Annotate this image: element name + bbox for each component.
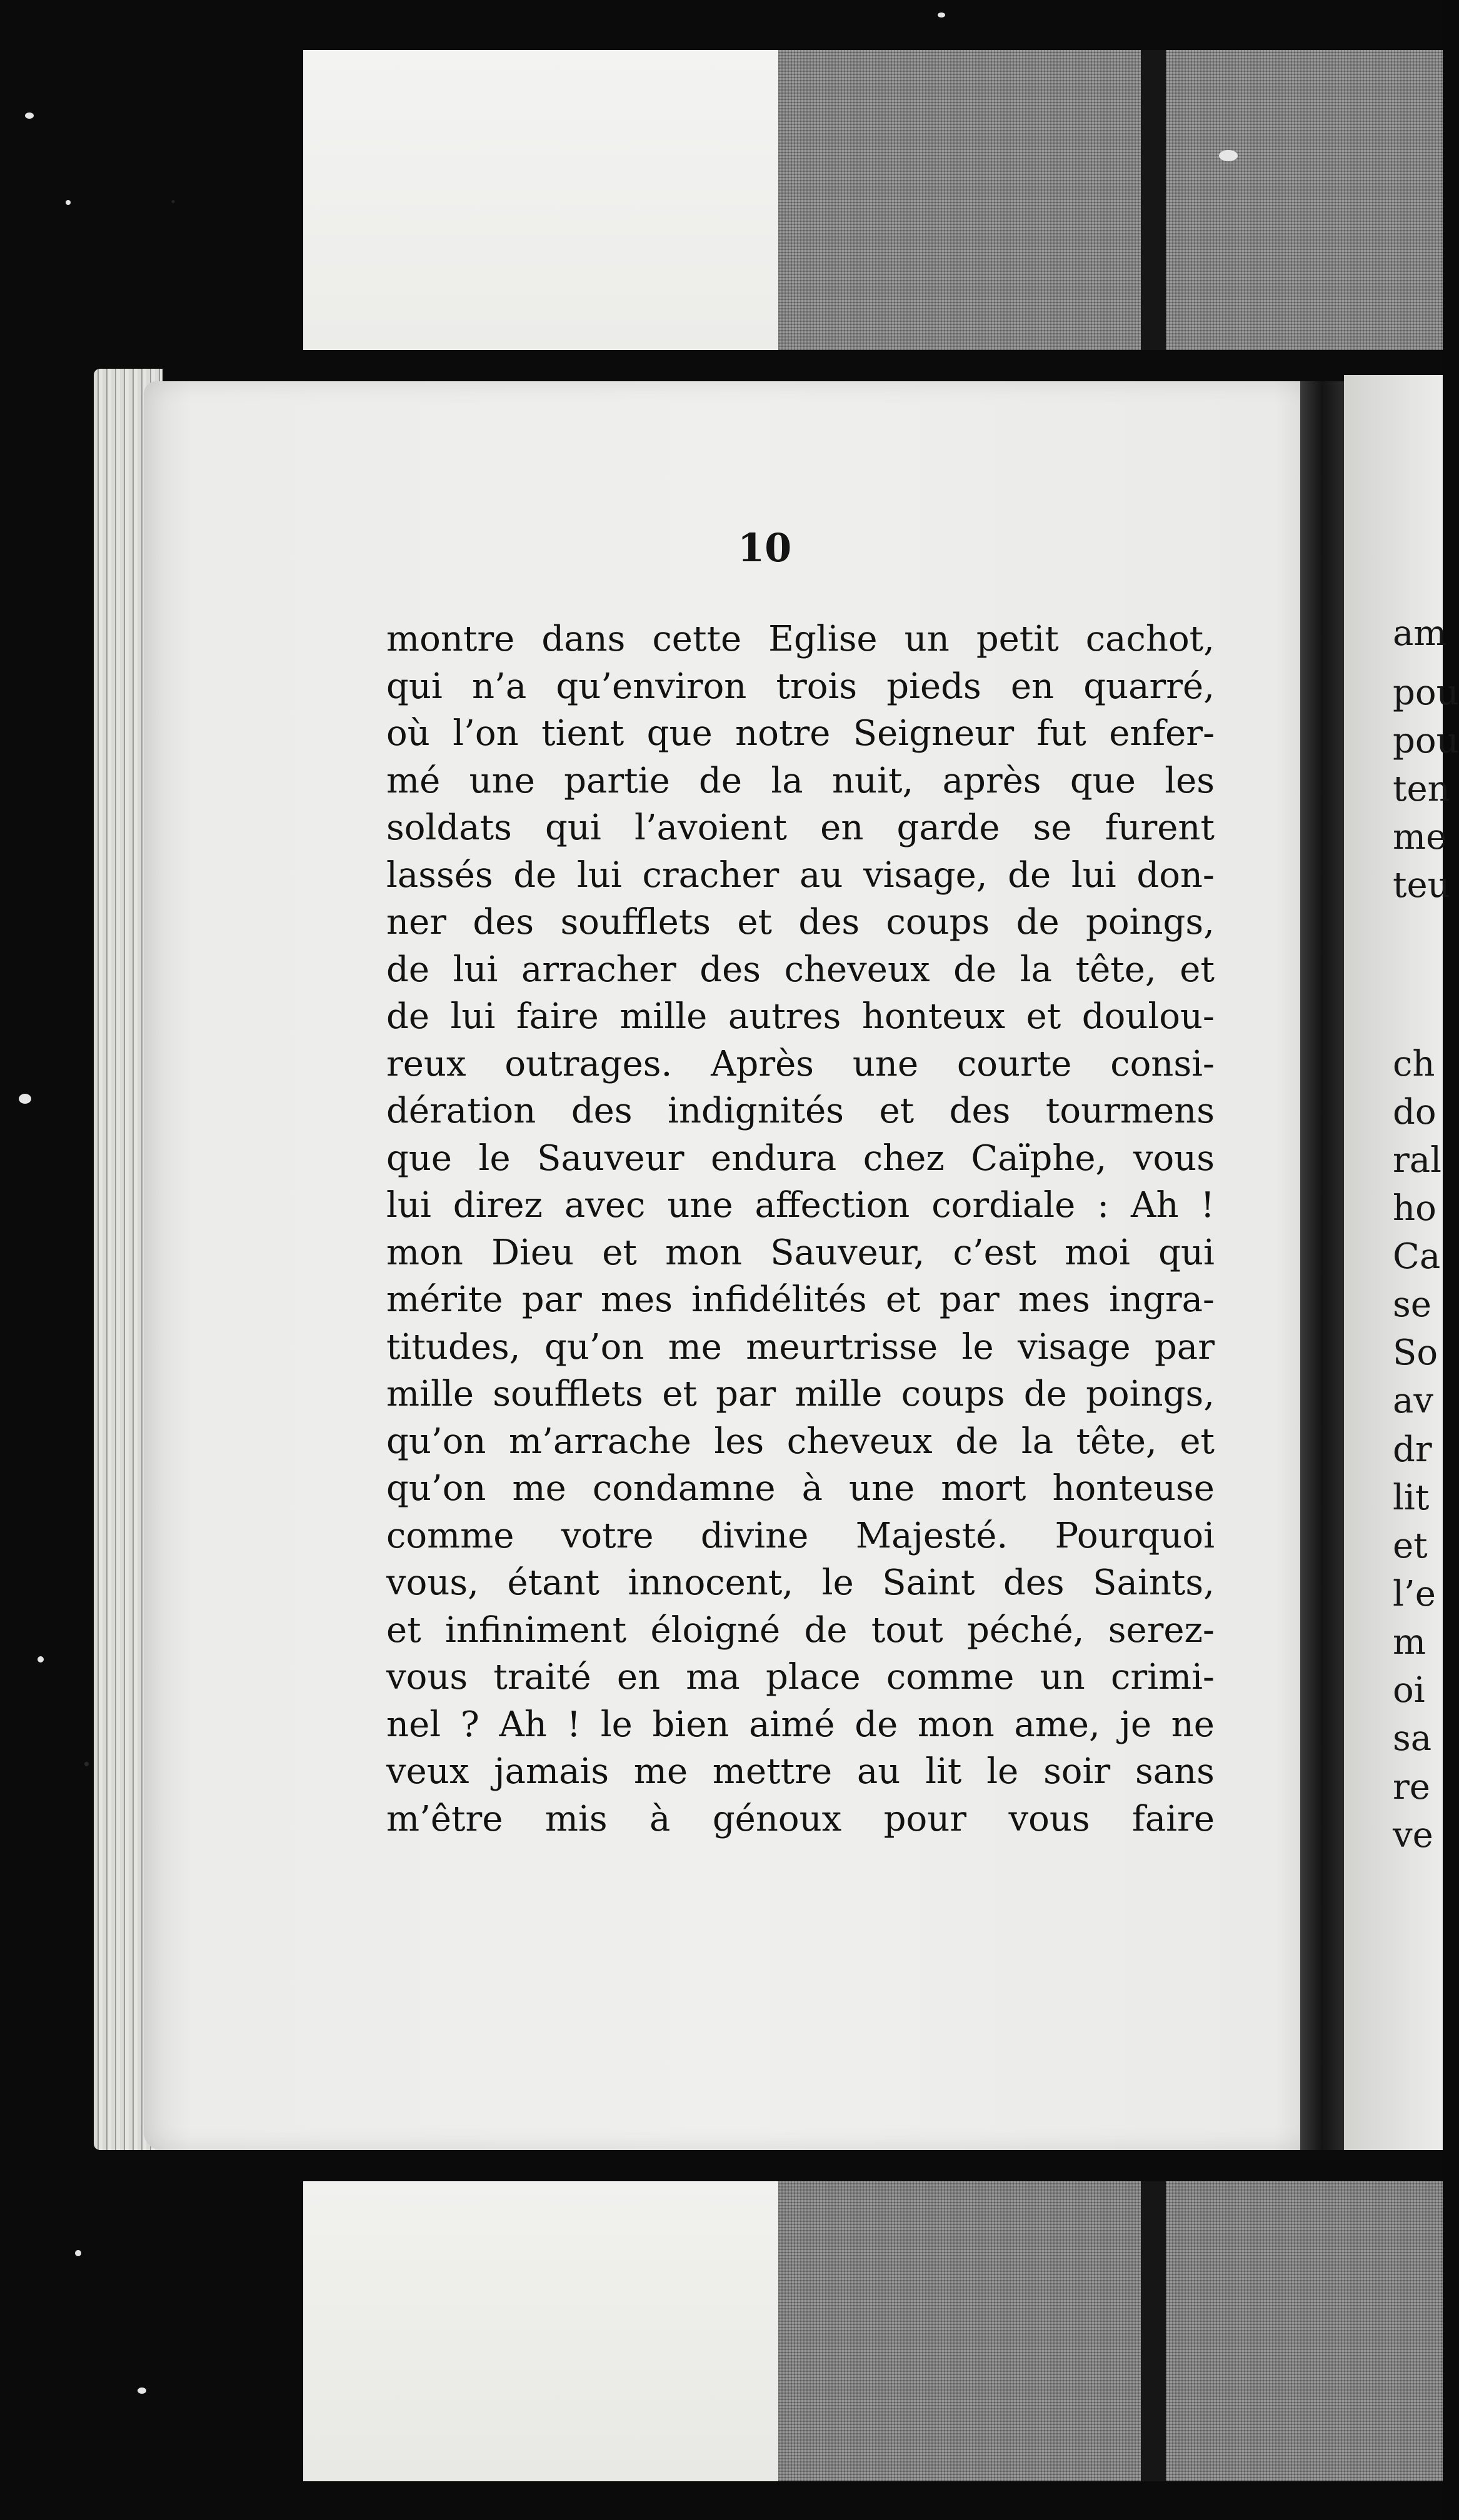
text-line: titudes, qu’on me meurtrisse le visage par bbox=[386, 1326, 1215, 1368]
text-line: de lui arracher des cheveux de la tête, et bbox=[386, 949, 1215, 990]
facing-text-fragment: ve bbox=[1393, 1814, 1433, 1856]
text-line: montre dans cette Eglise un petit cachot, bbox=[386, 619, 1215, 659]
page-body-text bbox=[386, 616, 1215, 1842]
text-line: de lui faire mille autres honteux et doulou- bbox=[386, 996, 1215, 1037]
facing-text-fragment: se bbox=[1393, 1284, 1431, 1326]
text-line: lassés de lui cracher au visage, de lui don- bbox=[386, 854, 1215, 896]
text-line: vous, étant innocent, le Saint des Saints, bbox=[386, 1562, 1215, 1603]
text-line: reux outrages. Après une courte consi- bbox=[386, 1043, 1215, 1084]
facing-text-fragment: me bbox=[1393, 817, 1447, 858]
text-line: ner des soufflets et des coups de poings, bbox=[386, 902, 1215, 942]
facing-text-fragment: do bbox=[1393, 1091, 1436, 1132]
text-line: qu’on m’arrache les cheveux de la tête, et bbox=[386, 1421, 1215, 1462]
facing-text-fragment: oi bbox=[1393, 1670, 1425, 1711]
text-line: dération des indignités et des tourmens bbox=[386, 1091, 1215, 1131]
facing-text-fragment: et bbox=[1393, 1525, 1428, 1566]
text-line: mé une partie de la nuit, après que les bbox=[386, 760, 1215, 801]
text-line: veux jamais me mettre au lit le soir sans bbox=[386, 1751, 1215, 1792]
text-line: et infiniment éloigné de tout péché, serez- bbox=[386, 1609, 1215, 1651]
text-line: mon Dieu et mon Sauveur, c’est moi qui bbox=[386, 1232, 1215, 1273]
text-line: qu’on me condamne à une mort honteuse bbox=[386, 1468, 1215, 1509]
text-line: mille soufflets et par mille coups de poings, bbox=[386, 1374, 1215, 1414]
text-line: mérite par mes infidélités et par mes ingra- bbox=[386, 1279, 1215, 1320]
text-line: que le Sauveur endura chez Caïphe, vous bbox=[386, 1138, 1215, 1179]
facing-page bbox=[1344, 375, 1459, 2150]
page-number: 10 bbox=[738, 525, 792, 571]
facing-text-fragment: m bbox=[1393, 1622, 1426, 1663]
facing-text-fragment: ch bbox=[1393, 1043, 1435, 1084]
facing-text-fragment: pou bbox=[1393, 672, 1459, 713]
bottom-paper-band bbox=[303, 2181, 1443, 2481]
facing-text-fragment: dr bbox=[1393, 1429, 1432, 1470]
book-gutter bbox=[1300, 381, 1344, 2150]
text-line: m’être mis à génoux pour vous faire bbox=[386, 1798, 1215, 1839]
text-line: soldats qui l’avoient en garde se furent bbox=[386, 808, 1215, 848]
text-line: qui n’a qu’environ trois pieds en quarré, bbox=[386, 666, 1215, 707]
facing-text-fragment: av bbox=[1393, 1381, 1434, 1422]
facing-text-fragment: Ca bbox=[1393, 1236, 1441, 1278]
cloth-cover bbox=[778, 50, 1443, 350]
cloth-cover bbox=[778, 2181, 1443, 2481]
facing-text-fragment: ho bbox=[1393, 1188, 1436, 1229]
facing-text-fragment: So bbox=[1393, 1332, 1438, 1374]
facing-text-fragment: pou bbox=[1393, 720, 1459, 761]
text-line: où l’on tient que notre Seigneur fut enfer- bbox=[386, 713, 1215, 754]
text-line: lui direz avec une affection cordiale : Ah ! bbox=[386, 1185, 1215, 1226]
text-line: comme votre divine Majesté. Pourquoi bbox=[386, 1515, 1215, 1556]
facing-text-fragment: teu bbox=[1393, 865, 1450, 906]
text-line: nel ? Ah ! le bien aimé de mon ame, je ne bbox=[386, 1704, 1215, 1745]
text-line: vous traité en ma place comme un crimi- bbox=[386, 1657, 1215, 1698]
facing-text-fragment: lit bbox=[1393, 1477, 1430, 1518]
facing-text-fragment: l’e bbox=[1393, 1574, 1436, 1614]
facing-text-fragment: ral bbox=[1393, 1139, 1442, 1181]
facing-text-fragment: ten bbox=[1393, 768, 1450, 809]
facing-text-fragment: sa bbox=[1393, 1718, 1432, 1759]
top-paper-band bbox=[303, 50, 1443, 350]
facing-text-fragment: re bbox=[1393, 1766, 1430, 1808]
facing-text-fragment: am bbox=[1393, 612, 1447, 654]
